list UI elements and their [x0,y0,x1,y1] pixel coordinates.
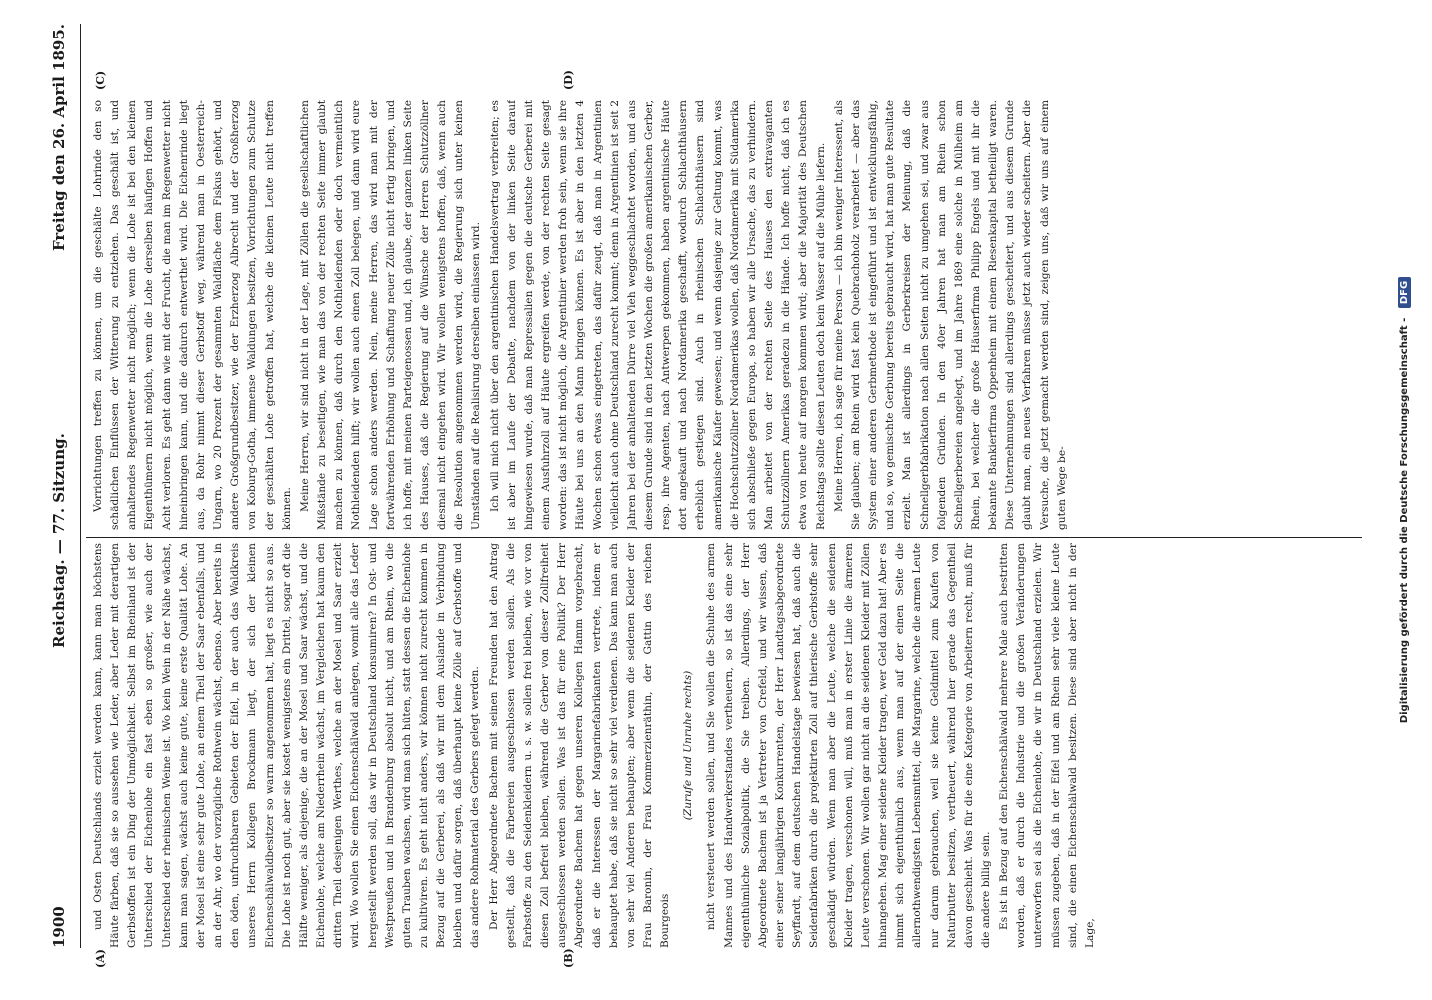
interjection: (Zurufe und Unruhe rechts) [682,670,695,821]
margin-marker-a: (A) [94,949,107,968]
header-rule [80,24,81,948]
dfg-logo: DFG [1398,277,1411,308]
left-column [90,543,1362,948]
paragraph: Vorrichtungen treffen zu können, um die geschälte Lohrinde den so schädlichen Einflüssen der Witterung zu entziehen. Das geschält ist, und anhaltendes Regenwetter nicht möglich; wenn die Lohe ist bei den kleinen Eigenthümern nicht möglich, wenn die Lohe derselben häufigen Hoffen und Acht verloren. Es geht dann wie mit der Frucht, die man im Regenwetter nicht hineinbringen kann, und die dadurch entwerthet wird. Die Eichenrinde liegt aus, da Rohr nimmt dieser Gerbstoff weg, während man in Oesterreich-Ungarn, wo 20 Prozent der gesammten Waldfläche dem Fiskus gehört, und andere Großgrundbesitzer, wie der Erzherzog Albrecht und der Großherzog von Koburg-Gotha, immense Waldungen besitzen, Vorrichtungen zum Schutze der geschälten Lohe getroffen hat, welche die kleinen Leute nicht treffen können. [92,100,293,530]
paragraph: Meine Herren, ich sage für meine Person — ich bin weniger Interessent, als Sie glauben; am Rhein wird fast kein Quebrachoholz verarbeitet — aber das System einer anderen Gerbmethode ist eingeführt und ist entwicklungsfähig, und so, wo gemischte Gerbung bereits gebraucht wird, hat man gute Resultate erzielt. Man ist allerdings in Gerberkreisen der Meinung, daß die Schnellgerbfabrikation nach allen Seiten nicht zu umgehen sei, und zwar aus folgenden Gründen. In den 40er Jahren hat man am Rhein schon Schnellgerbereien angelegt, und im Jahre 1869 eine solche in Mülheim am Rhein, bei welcher die große Häuserfirma Philipp Engels und mit ihr die bekannte Bankierfirma Oppenheim mit einem Riesenkapital betheiligt waren. Diese Unternehmungen sind allerdings gescheitert, und aus diesem Grunde glaubt man, ein neues Verfahren müsse jetzt auch wieder scheitern. Aber die Versuche, die jetzt gemacht werden sind, zeigen uns, daß wir uns auf einem guten Wege be- [832,100,1068,530]
margin-marker-d: (D) [562,70,575,90]
dfg-footer [1398,0,1422,1000]
paragraph: und Osten Deutschlands erzielt werden kann, kann man höchstens Häute färben, daß sie so aussehen wie Leder, aber Leder mit derartigen Gerbstoffen ist ein Ding der Unmöglichkeit. Selbst im Rheinland ist der Unterschied der Eichenlohe ein fast eben so großer, wie auch der Unterschied der rheinischen Weine ist. Wo kein Wein in der Nähe wächst, kann man sagen, wächst auch keine gute, keine erste Qualität Lohe. An der Mosel ist eine sehr gute Lohe, an einem Theil der Saar ebenfalls, und an der Ahr, wo der vorzügliche Rothwein wächst, ebenso. Aber bereits in den öden, unfruchtbaren Gebieten der Eifel, in der auch das Waldkreis unseres Herrn Kollegen Brockmann liegt, der sich der kleinen Eichenschälwaldbesitzer so warm angenommen hat, liegt es nicht so aus. Die Lohe ist noch gut, aber sie kostet wenigstens ein Drittel, sogar oft die Hälfte weniger, als diejenige, die an der Mosel und Saar wächst, und die Eichenlohe, welche am Niederrhein wächst, im Vergleichen hat kaum den dritten Theil desjenigen Werthes, welche an der Mosel und Saar erzielt wird. Wo wollen Sie einen Eichenschälwald anlegen, womit alle das Leder hergestellt werden soll, das wir in Deutschland konsumiren? In Ost- und Westpreußen und in Brandenburg absolut nicht, und am Rhein, wo die guten Trauben wachsen, wird man sich hüten, statt dessen die Eichenlohe zu kultiviren. Es geht nicht anders, wir können nicht zurecht kommen in Bezug auf die Gerberei, als daß wir mit dem Auslande in Verbindung bleiben und dafür sorgen, daß überhaupt keine Zölle auf Gerbstoffe und das andere Rohmaterial des Gerbers gelegt werden. [92,543,482,948]
paragraph: Ich will mich nicht über den argentinischen Handelsvertrag verbreiten; es ist aber im Laufe der Debatte, nachdem von der linken Seite darauf hingewiesen wurde, daß man Repressalien gegen die deutsche Gerberei mit einem Ausfuhrzoll auf Häute ergreifen werde, von der rechten Seite gesagt worden: das ist nicht möglich, die Argentinier werden froh sein, wenn sie ihre Häute bei uns an den Mann bringen können. Es ist aber in den letzten 4 Wochen schon etwas eingetreten, das dafür zeugt, daß man in Argentinien vielleicht auch ohne Deutschland zurecht kommt; denn in Argentinien ist seit 2 Jahren bei der anhaltenden Dürre viel Vieh weggeschlachtet worden, und aus diesem Grunde sind in den letzten Wochen die großen amerikanischen Gerber, resp. ihre Agenten, nach Antwerpen gekommen, haben argentinische Häute dort angekauft und nach Nordamerika geschafft, wodurch Schlachthäusern erheblich gestiegen sind. Auch in rheinischen Schlachthäusern sind amerikanische Käufer gewesen; und wenn dasjenige zur Geltung kommt, was die Hochschutzzöllner Nordamerikas wollen, daß Nordamerika mit Südamerika sich abschließe gegen Europa, so haben wir alle Ursache, das zu verhindern. Man arbeitet von der rechten Seite des Hauses den extravaganten Schutzzöllnern Amerikas geradezu in die Hände. Ich hoffe nicht, daß ich es etwa von heute auf morgen kommen wird; aber die Majorität des Deutschen Reichstags sollte diesen Leuten doch kein Wasser auf die Mühle liefern. [488,100,827,530]
margin-marker-c: (C) [94,70,107,90]
session-title: Reichstag. — 77. Sitzung. [50,433,68,648]
paragraph: Es ist in Bezug auf den Eichenschälwald mehrere Male auch bestritten worden, daß er durch die Industrie und die großen Veränderungen unterworfen sei als die Eichenlohe, die wir in Deutschland erzielen. Wir müssen zugeben, daß in der Eifel und am Rhein sehr viele kleine Leute sind, die einen Eichenschälwald besitzen. Diese sind aber nicht in der Lage, [998,543,1096,948]
column-divider [86,537,1362,538]
paragraph: Der Herr Abgeordnete Bachem mit seinen Freunden hat den Antrag gestellt, daß die Farbereien ausgeschlossen werden sollen. Als die Farbstoffe zu den Seidenkleidern u. s. w. sollen frei bleiben, wie vor von diesen Zoll befreit bleiben, während die Gerber von dieser Zollfreiheit ausgeschlossen werden sollen. Was ist das für eine Politik? Der Herr Abgeordnete Bachem hat gegen unseren Kollegen Hamm vorgebracht, daß er die Interessen der Margarinefabrikanten vertrete, indem er behauptet habe, daß sie nicht so sehr viel verdienen. Das kann man auch von sehr viel Anderen behaupten; aber wenn die seidenen Kleider der Frau Baronin, der Frau Kommerzienräthin, der Gattin des reichen Bourgeois [487,543,672,948]
margin-marker-b: (B) [562,948,575,968]
dfg-text: Digitalisierung gefördert durch die Deutsche Forschungsgemeinschaft - [1399,317,1410,724]
right-column [90,100,1362,530]
page-header [50,24,76,948]
session-date: Freitag den 26. April 1895. [50,24,68,251]
page-number: 1900 [50,906,68,948]
paragraph: Meine Herren, wir sind nicht in der Lage, mit Zöllen die gesellschaftlichen Mißstände zu beseitigen, wie man das von der rechten Seite immer glaubt machen zu können, daß durch den Nothleidenden oder doch vermeintlich Nothleidenden hilft; wir wollen auch einen Zoll belegen, und dann wird eure Lage schon anders werden. Nein, meine Herren, das wird man mit der fortwährenden Erhöhung und Schaffung neuer Zölle nicht fertig bringen, und ich hoffe, mit meinen Parteigenossen und, ich glaube, der ganzen linken Seite des Hauses, daß die Regierung auf die Wünsche der Herren Schutzzöllner diesmal nicht eingehen wird. Wir wollen wenigstens hoffen, daß, wenn auch die Resolution angenommen werden wird, die Regierung sich unter keinen Umständen auf die Realisirung derselben einlassen wird. [298,100,483,530]
paragraph: nicht versteuert werden sollen, und Sie wollen die Schuhe des armen Mannes und des Handwerkerstandes vertheuern, so ist das eine sehr eigenthümliche Sozialpolitik, die Sie treiben. Allerdings, der Herr Abgeordnete Bachem ist ja Vertreter von Crefeld, und wir wissen, daß einer seiner langjährigen Konkurrenten, der Herr Landtagsabgeordnete Seyffardt, auf dem deutschen Handelstage bewiesen hat, daß auch die Seidenfabriken durch die projektirten Zoll auf thierische Gerbstoffe sehr geschädigt würden. Wenn man aber die Leute, welche die seidenen Kleider tragen, verschonen will, muß man in erster Linie die ärmeren Leute verschonen. Wir wollen gar nicht an die seidenen Kleider mit Zöllen hinangehen. Mag einer seidene Kleider tragen, wer Geld dazu hat! Aber es nimmt sich eigenthümlich aus, wenn man auf der einen Seite die allernothwendigsten Lebensmittel, die Margarine, welche die armen Leute nur darum gebrauchen, weil sie keine Geldmittel zum Kaufen von Naturbutter besitzen, vertheuert, während hier gerade das Gegentheil davon geschieht. Was für die eine Kategorie von Arbeitern recht, muß für die andere billig sein. [705,543,992,948]
